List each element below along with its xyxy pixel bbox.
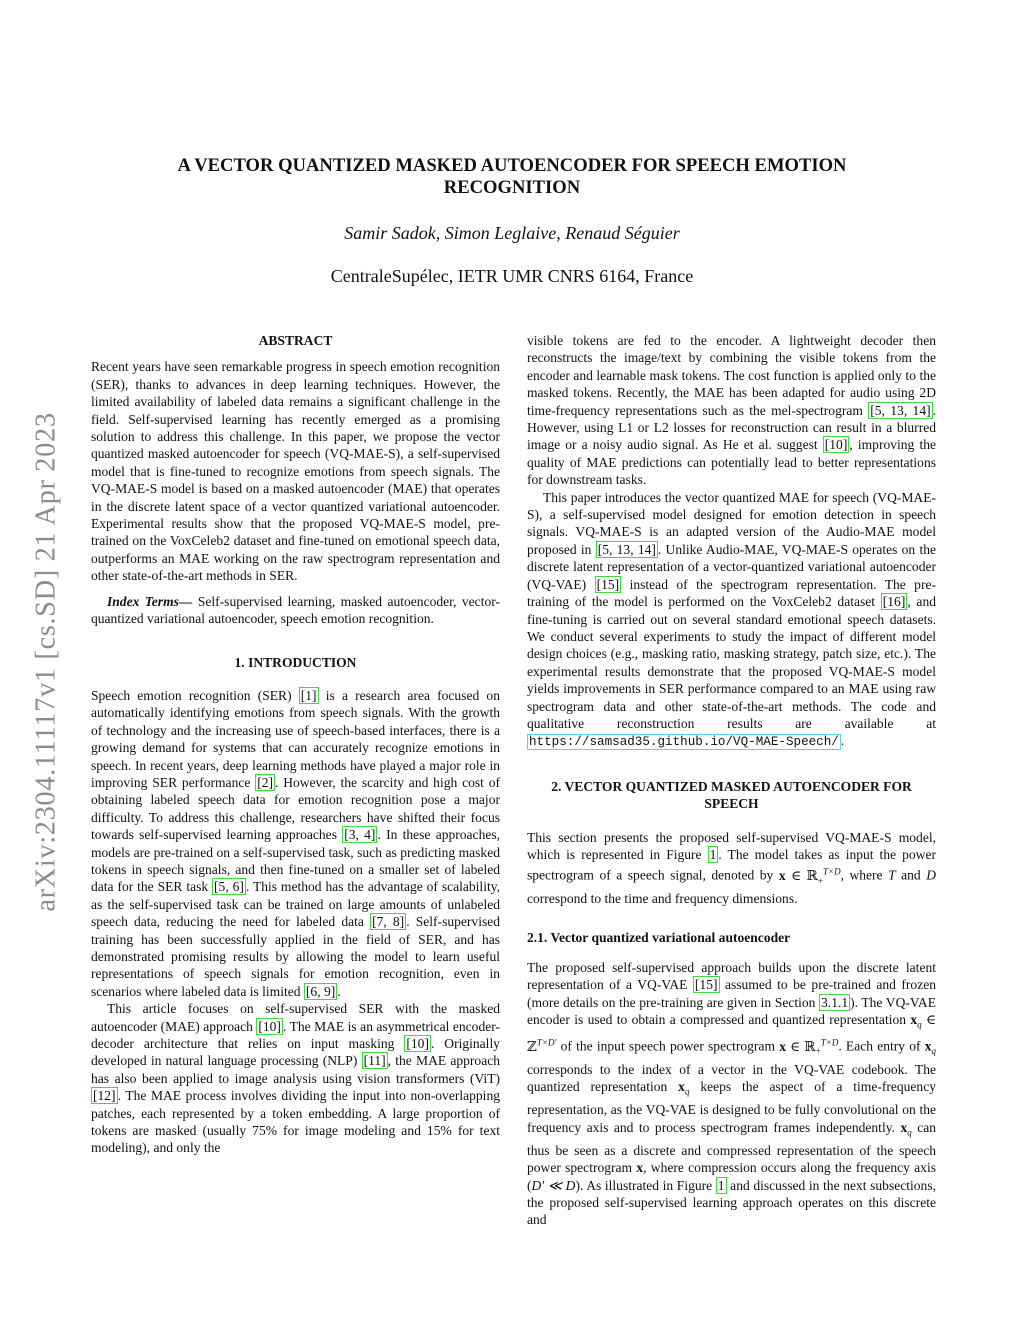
intro-paragraph-3: visible tokens are fed to the encoder. A lightweight decoder then reconstructs the image/text by combining the visible tokens from the encoder and learnable mask tokens. The cost function is applied only to the masked tokens. Recently, the MAE has been adapted for audio using 2D time-frequency representations such as the mel-spectrogram [5, 13, 14] . However, using L1 or L2 losses for reconstruction can result in a blurred image or a noisy audio signal. As He et al. suggest [10] , improving the quality of MAE predictions can potentially lead to better representations for downstream tasks. [527, 333, 937, 488]
section2-paragraph-2: The proposed self-supervised approach builds upon the discrete latent representation of a VQ-VAE [15] assumed to be pre-trained and frozen (more details on the pre-training are given in Section 3.1.1 ). The VQ-VAE encoder is used to obtain a compressed and quantized representation $x_q$ ∈ ℤ$^{T\times D'}$ of the input speech power spectrogram x ∈ ℝ$_+^{T\times D}$. Each entry of $x_q$ corresponds to the index of a vector in the VQ-VAE codebook. The quantized representation $x_q$ keeps the aspect of a time-frequency representation, as the VQ-VAE is designed to be fully convolutional on the frequency axis and to process spectrogram frames independently. $x_q$ can thus be seen as a discrete and compressed representation of the speech power spectrogram x, where compression occurs along the frequency axis (D′ ≪ D). As illustrated in Figure 1 and discussed in the next subsections, the proposed self-supervised learning approach operates on this discrete and [527, 959, 936, 1228]
figure-link[interactable]: 1 [709, 846, 717, 862]
index-terms-text: Self-supervised learning, masked autoencoder, vector-quantized variational autoencoder, speech emotion recognition. [91, 593, 500, 627]
citation-link[interactable]: [10] [824, 437, 848, 453]
abstract-heading: ABSTRACT [258, 333, 333, 348]
intro-paragraph-2: This article focuses on self-supervised SER with the masked autoencoder (MAE) approach [10] . The MAE is an asymmetrical encoder-decoder architecture that relies on input masking [10] . Originally developed in natural language processing (NLP) [11] , the MAE approach has also been applied to image analysis using vision transformers (ViT) [12] . The MAE process involves dividing the input into non-overlapping patches, each represented by a token embedding. A large proportion of tokens are masked (usually 75% for image modeling and 15% for text modeling), and only the [91, 1001, 500, 1156]
citation-link[interactable]: [5, 13, 14] [870, 402, 931, 418]
citation-link[interactable]: [16] [882, 594, 906, 610]
introduction-heading: 1. INTRODUCTION [234, 654, 357, 670]
paper-authors: Samir Sadok, Simon Leglaive, Renaud Séguier [344, 223, 680, 243]
citation-link[interactable]: [11] [363, 1053, 386, 1069]
subsection-2-1-heading: 2.1. Vector quantized variational autoencoder [527, 930, 791, 946]
citation-link[interactable]: [3, 4] [344, 827, 376, 843]
math-x-def-2: x ∈ ℝ$_+^{T\times D}$ [779, 1037, 839, 1057]
abstract-text: Recent years have seen remarkable progress in speech emotion recognition (SER), thanks to advances in deep learning techniques. However, the limited availability of labeled data remains a significant challenge in the field. Self-supervised learning has recently emerged as a promising solution to address this challenge. In this paper, we propose the vector quantized masked autoencoder for speech (VQ-MAE-S), a self-supervised model that is fine-tuned to recognize emotions from speech signals. The VQ-MAE-S model is based on a masked autoencoder (MAE) that operates in the discrete latent space of a vector quantized variational autoencoder. Experimental results show that the proposed VQ-MAE-S model, pre-trained on the VoxCeleb2 dataset and fine-tuned on emotional speech data, outperforms an MAE working on the raw spectrogram representation and other state-of-the-art methods in SER. [91, 359, 500, 584]
citation-link[interactable]: [15] [694, 977, 718, 993]
paper-title: A VECTOR QUANTIZED MASKED AUTOENCODER FOR SPEECH EMOTION RECOGNITION [177, 155, 847, 198]
intro-paragraph-4: This paper introduces the vector quantized MAE for speech (VQ-MAE-S), a self-supervised model designed for emotion detection in speech signals. VQ-MAE-S is an adapted version of the Audio-MAE model proposed in [5, 13, 14] . Unlike Audio-MAE, VQ-MAE-S operates on the discrete latent representation of a vector-quantized variational autoencoder (VQ-VAE) [15] instead of the spectrogram representation. The pre-training of the model is performed on the VoxCeleb2 dataset [16] , and fine-tuning is carried out on several standard emotional speech datasets. We conduct several experiments to study the impact of different model design choices (e.g., masking ratio, masking strategy, patch size, etc.). The experimental results demonstrate that the proposed VQ-MAE-S model yields improvements in SER performance compared to an MAE using raw spectrogram data and other state-of-the-art methods. The code and qualitative reconstruction results are available at https://samsad35.github.io/VQ-MAE-Speech/ . [527, 489, 936, 750]
intro-paragraph-1: Speech emotion recognition (SER) [1] is a research area focused on automatically identifying emotions from speech signals. With the growth of technology and the increasing use of speech-based interfaces, there is a growing demand for systems that can accurately recognize emotions in speech. In recent years, deep learning methods have played a major role in improving SER performance [2] . However, the scarcity and high cost of obtaining labeled speech data for emotion recognition pose a major difficulty. To address this challenge, researchers have shifted their focus towards self-supervised learning approaches [3, 4] . In these approaches, models are pre-trained on a self-supervised task, such as predicting masked tokens in speech signals, and then fine-tuned on a smaller set of labeled data for the SER task [5, 6] . This method has the advantage of scalability, as the self-supervised task can be trained on large amounts of unlabeled speech data, reducing the need for labeled data [7, 8] . Self-supervised training has been successfully applied in the field of SER, and has demonstrated promising results by allowing the model to learn useful representations of speech signals for emotion recognition, even in scenarios where labeled data is limited [6, 9] . [91, 687, 501, 999]
index-terms [91, 593, 500, 628]
section-link[interactable]: 3.1.1 [821, 994, 849, 1010]
paper-affiliation: CentraleSupélec, IETR UMR CNRS 6164, France [330, 266, 694, 286]
citation-link[interactable]: [10] [258, 1018, 281, 1034]
left-column [91, 332, 500, 1157]
citation-link[interactable]: [7, 8] [372, 914, 405, 930]
math-xq-def: $x_q$ ∈ ℤ$^{T\times D'}$ [527, 1012, 936, 1054]
right-column [527, 332, 936, 1229]
citation-link[interactable]: [5, 13, 14] [597, 541, 656, 557]
index-terms-label: Index Terms— [107, 593, 193, 609]
citation-link[interactable]: [10] [406, 1036, 429, 1052]
code-url-link[interactable]: https://samsad35.github.io/VQ-MAE-Speech/ [529, 735, 839, 750]
citation-link[interactable]: [2] [257, 774, 273, 790]
section2-paragraph-1: This section presents the proposed self-supervised VQ-MAE-S model, which is represented in Figure 1 . The model takes as input the power spectrogram of a speech signal, denoted by x ∈ ℝ$_+^{T\times D}$, where T and D correspond to the time and frequency dimensions. [527, 829, 936, 906]
citation-link[interactable]: [1] [300, 687, 317, 703]
citation-link[interactable]: [6, 9] [305, 983, 336, 999]
citation-link[interactable]: [12] [93, 1088, 116, 1104]
figure-link[interactable]: 1 [717, 1177, 725, 1193]
arxiv-id-text: arXiv:2304.11117v1 [cs.SD] 21 Apr 2023 [31, 412, 62, 912]
arxiv-identifier [30, 348, 64, 976]
section2-heading: 2. VECTOR QUANTIZED MASKED AUTOENCODER FOR SPEECH [551, 778, 912, 812]
citation-link[interactable]: [15] [596, 576, 620, 592]
math-x-def: x ∈ ℝ$_+^{T\times D}$ [778, 866, 841, 886]
citation-link[interactable]: [5, 6] [214, 879, 244, 895]
